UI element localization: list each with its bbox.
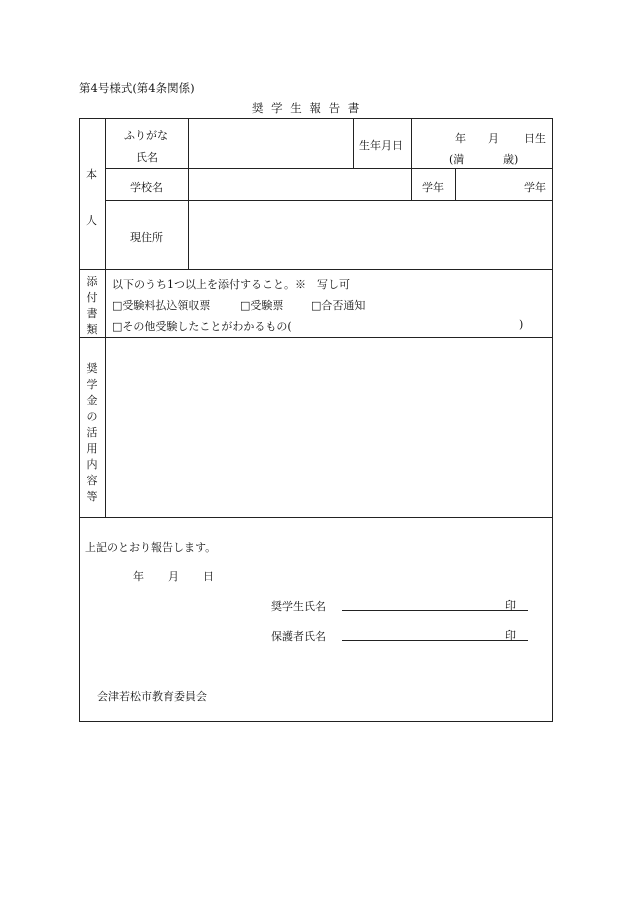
divider-attachments: [79, 337, 553, 338]
other-proof-close: ): [519, 318, 524, 331]
birthdate-left-divider: [353, 118, 354, 169]
report-statement: 上記のとおり報告します。: [85, 541, 217, 554]
addressee: 会津若松市教育委員会: [97, 690, 207, 703]
divider-school-row: [105, 200, 552, 201]
grade-label: 学年: [422, 181, 444, 194]
checkbox-exam-ticket[interactable]: □受験票: [240, 299, 284, 312]
scholar-name-label: 奨学生氏名: [271, 600, 326, 613]
school-label: 学校名: [130, 181, 163, 194]
form-border-right: [552, 118, 553, 722]
side-column-divider: [105, 118, 106, 518]
other-proof-field[interactable]: [305, 316, 515, 332]
divider-usage: [79, 517, 553, 518]
birth-month-unit: 月: [488, 132, 499, 145]
checkbox-payment-receipt[interactable]: □受験料払込領収票: [112, 299, 211, 312]
checkbox-other-proof[interactable]: □その他受験したことがわかるもの(: [112, 320, 292, 333]
date-day-unit: 日: [203, 570, 214, 583]
attachments-instruction: 以下のうち1つ以上を添付すること。※ 写し可: [112, 278, 350, 291]
birthdate-right-divider: [411, 118, 412, 201]
form-border-bottom: [79, 721, 553, 722]
birth-day-unit: 日生: [524, 132, 546, 145]
divider-name-row: [105, 168, 552, 169]
form-border-left: [79, 118, 80, 722]
scholar-seal-mark: 印: [505, 599, 516, 612]
checkbox-result-notice[interactable]: □合否通知: [311, 299, 366, 312]
divider-student-section: [79, 269, 553, 270]
date-year-unit: 年: [133, 570, 144, 583]
guardian-name-label: 保護者氏名: [271, 630, 326, 643]
side-label-student-1: 本: [86, 168, 97, 181]
name-field[interactable]: [190, 120, 352, 167]
grade-divider: [455, 168, 456, 201]
address-label: 現住所: [130, 231, 163, 244]
furigana-label: ふりがな: [124, 129, 168, 142]
address-field[interactable]: [190, 202, 551, 268]
page-title: 奨 学 生 報 告 書: [252, 101, 362, 115]
label-column-divider: [188, 118, 189, 270]
scholar-signature-line[interactable]: [342, 610, 528, 611]
guardian-seal-mark: 印: [505, 629, 516, 642]
age-open: (満: [449, 153, 465, 166]
birth-year-unit: 年: [455, 132, 466, 145]
school-field[interactable]: [190, 170, 410, 199]
usage-field[interactable]: [107, 340, 551, 516]
side-label-usage: 奨学金の活用内容等: [86, 362, 98, 503]
date-month-unit: 月: [168, 570, 179, 583]
form-number: 第4号様式(第4条関係): [79, 81, 195, 95]
age-close: 歳): [503, 153, 519, 166]
side-label-attachments: 添付書類: [86, 275, 98, 336]
form-border-top: [79, 118, 553, 119]
birthdate-label: 生年月日: [359, 139, 403, 152]
grade-suffix: 学年: [524, 181, 546, 194]
guardian-signature-line[interactable]: [342, 640, 528, 641]
name-label: 氏名: [136, 151, 158, 164]
side-label-student-2: 人: [86, 214, 97, 227]
